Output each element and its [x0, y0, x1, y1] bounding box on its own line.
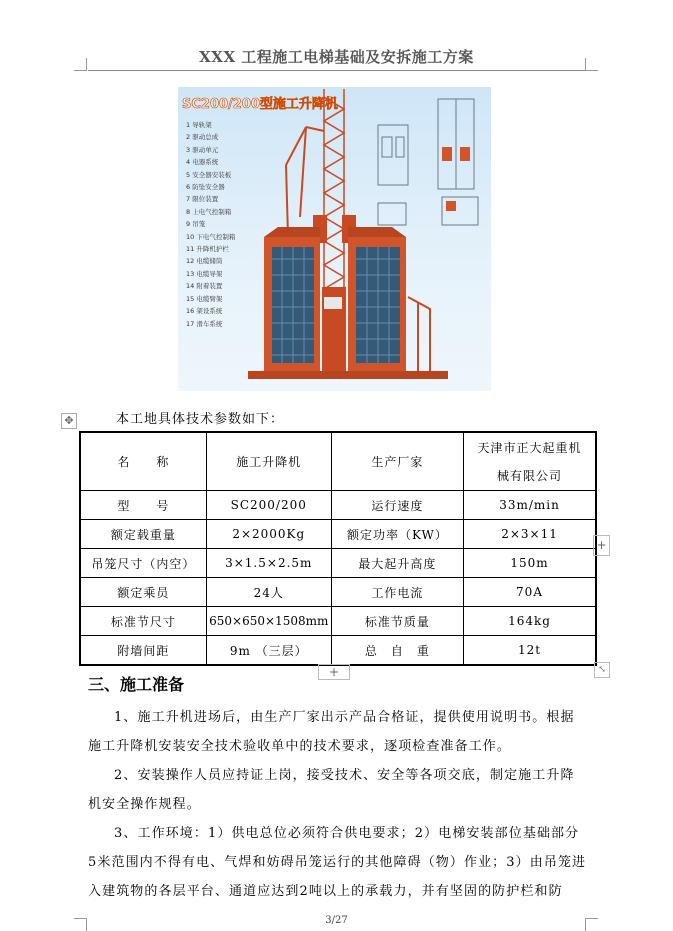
parts-legend-item: 11 升降机护栏 [186, 245, 229, 254]
table-cell: 工作电流 [331, 578, 463, 607]
paragraph: 2、安装操作人员应持证上岗，接受技术、安全等各项交底，制定施工升降机安全操作规程。 [88, 768, 575, 812]
parts-legend-item: 8 上电气控制箱 [186, 207, 232, 216]
parts-legend-item: 17 滑车系统 [186, 319, 223, 328]
fence-icon [408, 297, 430, 377]
parts-legend-item: 1 导轨架 [186, 121, 212, 129]
table-cell: 名 称 [80, 432, 206, 491]
table-row [80, 491, 596, 520]
table-cell: 施工升降机 [206, 432, 331, 491]
base-platform-icon [248, 371, 448, 379]
table-cell: 生产厂家 [331, 432, 463, 491]
right-cage-icon [348, 227, 406, 371]
table-row [80, 520, 596, 549]
spec-table [79, 431, 597, 666]
table-move-handle-icon[interactable]: ✥ [61, 413, 77, 429]
parts-legend-item: 6 防坠安全器 [186, 183, 225, 192]
table-cell: 2×2000Kg [206, 520, 331, 549]
elevator-illustration [178, 87, 491, 391]
corner-mark-top-right [585, 58, 598, 71]
paragraph: 1、施工升机进场后，由生产厂家出示产品合格证，提供使用说明书。根据施工升降机安装安全技术验收单中的技术要求，逐项检查准备工作。 [88, 710, 575, 754]
table-cell: 型 号 [80, 491, 206, 520]
table-row [80, 578, 596, 607]
parts-legend-item: 9 吊笼 [186, 220, 206, 229]
intro-text: 本工地具体技术参数如下： [116, 412, 285, 427]
parts-legend-item: 14 附着装置 [186, 282, 223, 291]
table-cell: 标准节质量 [331, 607, 463, 636]
table-cell: 最大起升高度 [331, 549, 463, 578]
parts-legend-item: 5 安全器安装板 [186, 170, 232, 179]
table-cell: 额定功率（KW） [331, 520, 463, 549]
table-row [80, 432, 596, 491]
table-cell: 标准节尺寸 [80, 607, 206, 636]
table-cell: 650×650×1508mm [206, 607, 331, 636]
document-header-title: XXX 工程施工电梯基础及安拆施工方案 [199, 48, 474, 66]
header-rule [88, 70, 585, 71]
parts-legend-item: 10 下电气控制箱 [186, 232, 236, 241]
parts-legend-item: 16 架设系统 [186, 307, 223, 316]
table-cell: 运行速度 [331, 491, 463, 520]
table-cell: 150m [464, 549, 596, 578]
parts-legend-item: 4 电器系统 [186, 158, 219, 167]
table-cell: 9m （三层） [206, 636, 331, 666]
paragraph: 3、工作环境：1）供电总位必须符合供电要求；2）电梯安装部位基础部分5米范围内不得有电、气焊和妨碍吊笼运行的其他障碍（物）作业；3）由吊笼进入建筑物的各层平台、通道应达到2吨以上的承载力，并有坚固的防护栏和防 [88, 826, 587, 899]
table-row [80, 549, 596, 578]
table-row [80, 636, 596, 666]
parts-legend-item: 13 电缆导架 [186, 269, 223, 278]
section-heading: 三、施工准备 [88, 675, 185, 694]
table-cell: 天津市正大起重机械有限公司 [464, 432, 596, 491]
parts-legend-item: 15 电缆臂架 [186, 294, 223, 303]
table-cell: 33m/min [464, 491, 596, 520]
corner-mark-top-left [74, 58, 87, 71]
table-cell: 吊笼尺寸（内空） [80, 549, 206, 578]
table-cell: 2×3×11 [464, 520, 596, 549]
left-cage-icon [264, 227, 320, 371]
parts-legend-item: 3 驱动单元 [186, 145, 219, 154]
table-cell: 总 自 重 [331, 636, 463, 666]
technical-drawing-icon [378, 99, 478, 225]
parts-legend-item: 2 驱动总成 [186, 133, 219, 142]
add-column-button[interactable]: + [593, 535, 610, 556]
table-cell: 164kg [464, 607, 596, 636]
table-cell: 额定载重量 [80, 520, 206, 549]
table-cell: 24人 [206, 578, 331, 607]
page-number: 3/27 [325, 915, 348, 926]
table-cell: 12t [464, 636, 596, 666]
table-resize-handle-icon[interactable]: ⤡ [594, 662, 610, 678]
table-cell: SC200/200 [206, 491, 331, 520]
table-row [80, 607, 596, 636]
table-cell: 70A [464, 578, 596, 607]
add-row-button[interactable]: + [318, 664, 350, 680]
table-cell: 附墙间距 [80, 636, 206, 666]
elevator-figure [178, 87, 491, 391]
figure-title: SC200/200型施工升降机 [182, 97, 338, 112]
table-cell: 3×1.5×2.5m [206, 549, 331, 578]
parts-legend-item: 12 电缆储筒 [186, 257, 223, 266]
table-cell: 额定乘员 [80, 578, 206, 607]
parts-legend-item: 7 限位装置 [186, 195, 219, 204]
